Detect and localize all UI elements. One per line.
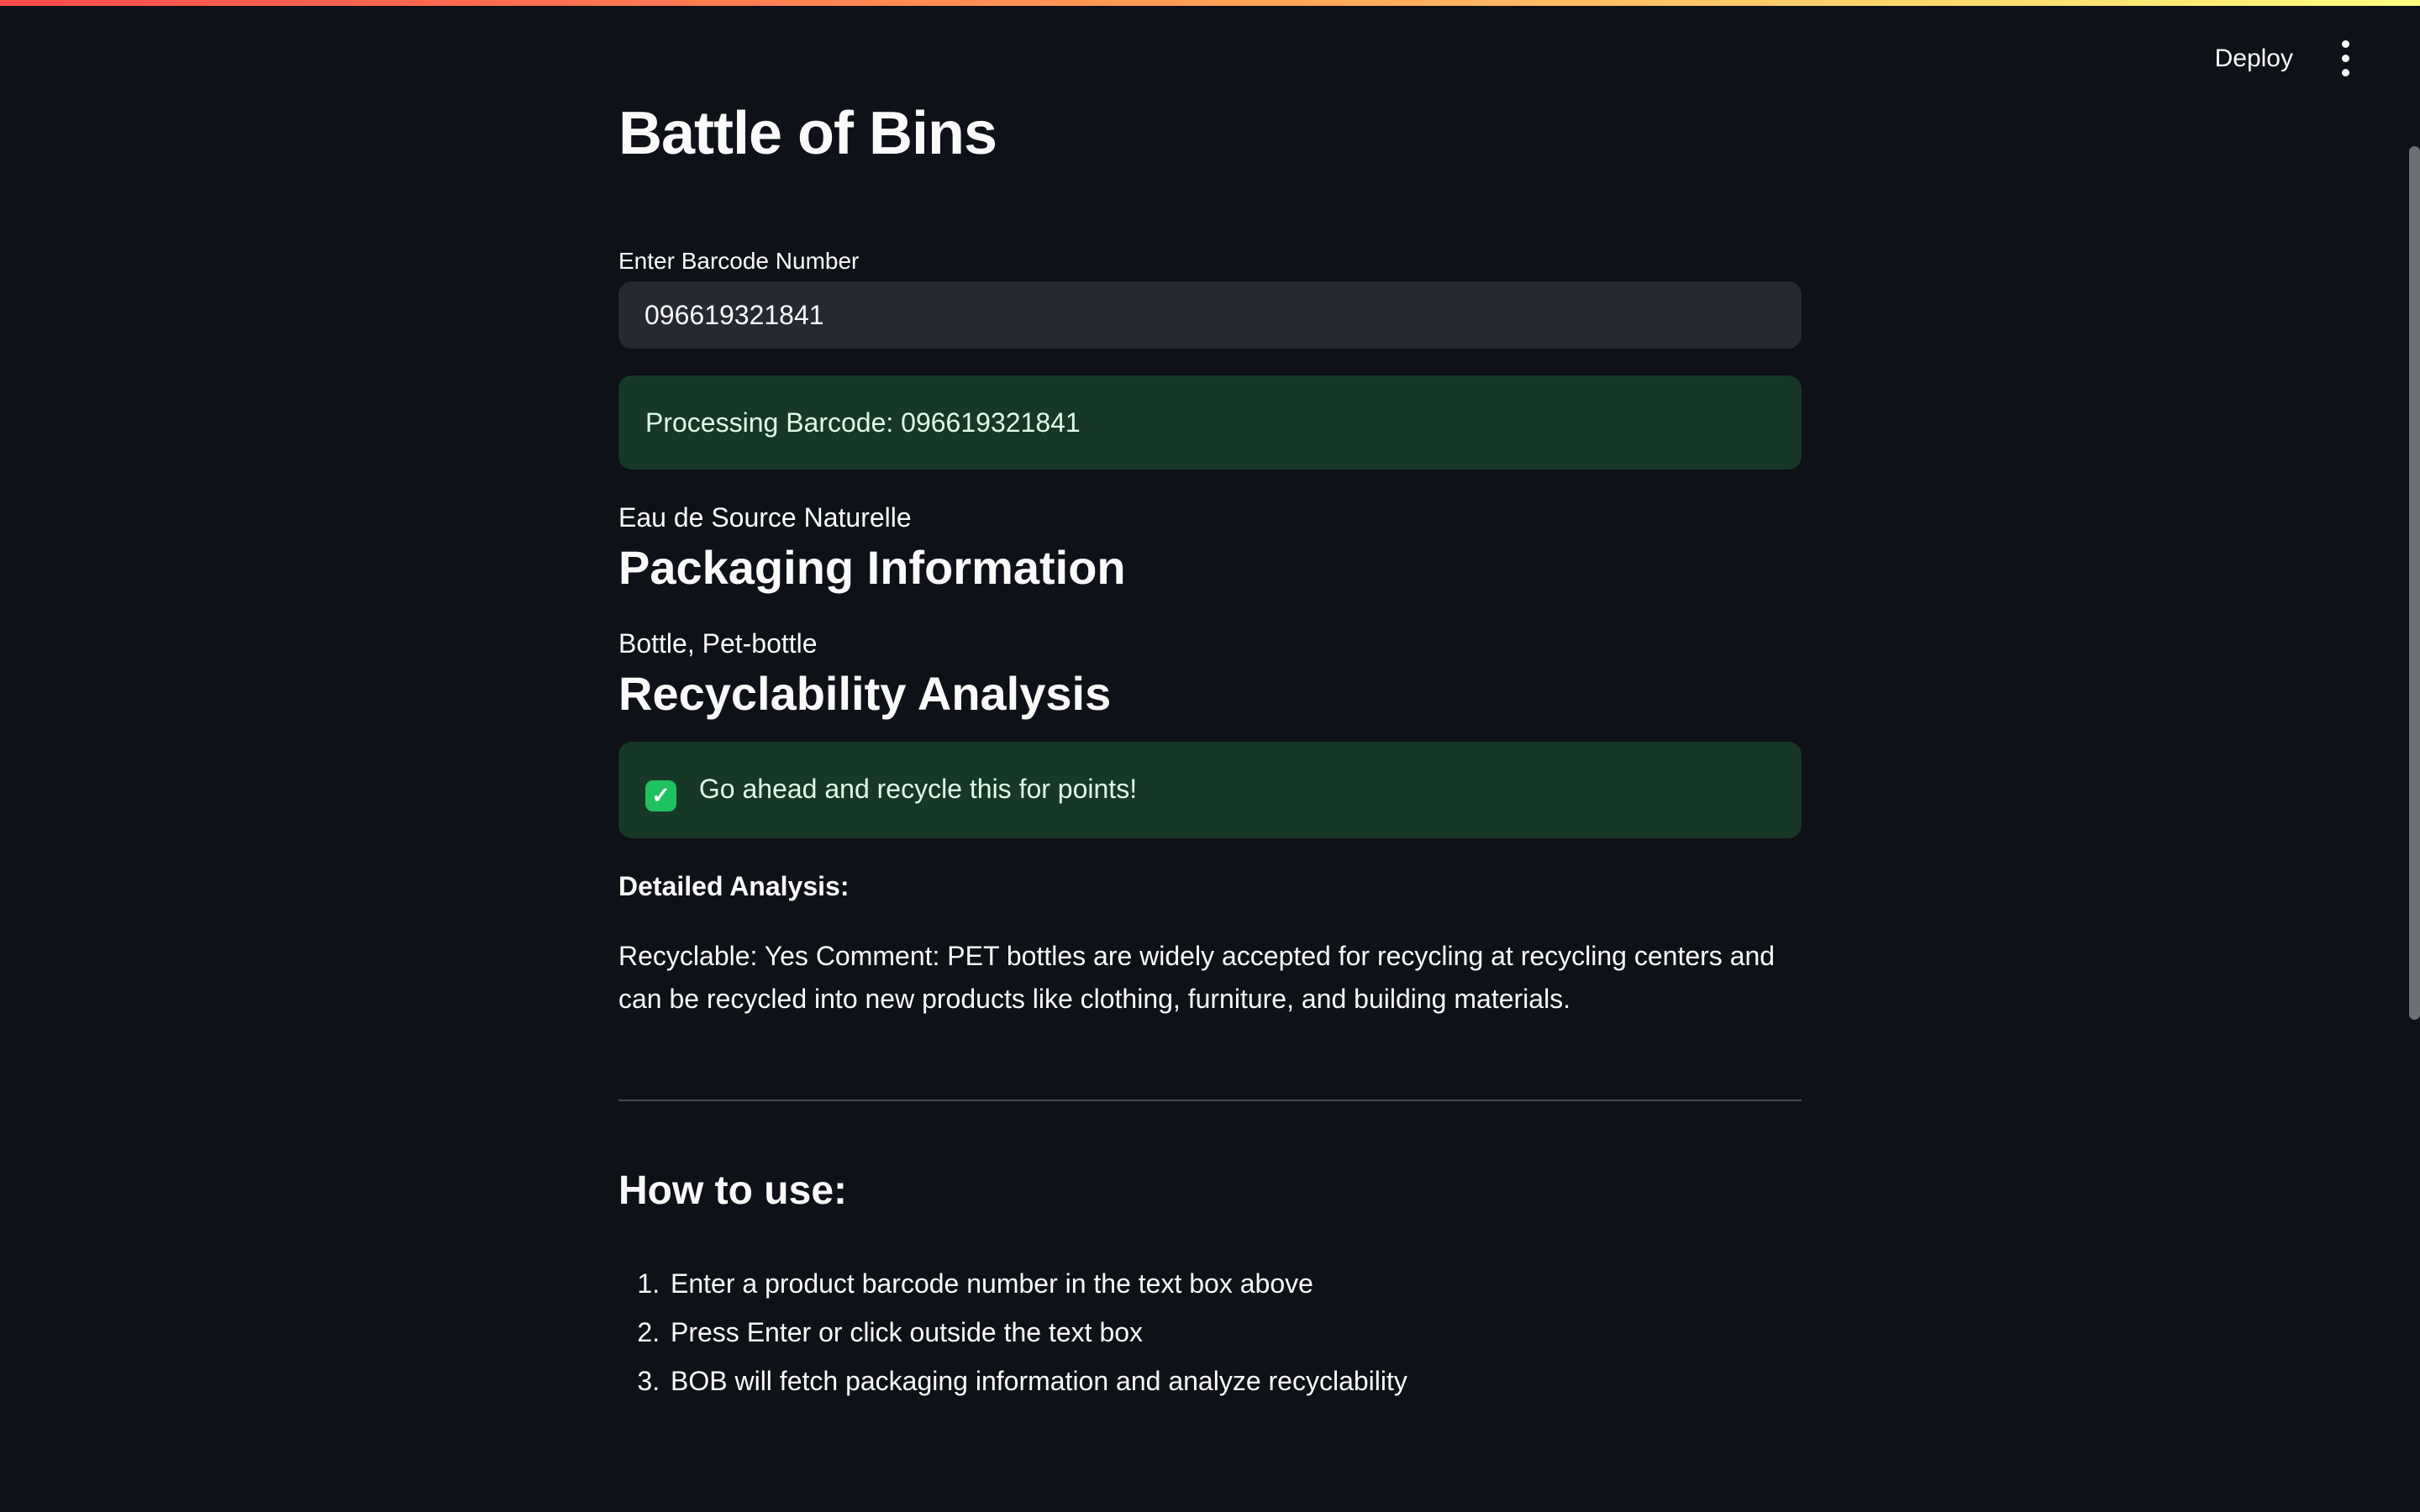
check-mark-emoji (645, 780, 676, 811)
deploy-button[interactable]: Deploy (2212, 38, 2296, 80)
processing-status-text: Processing Barcode: 096619321841 (645, 407, 1081, 438)
packaging-heading: Packaging Information (618, 541, 1126, 595)
rainbow-decoration-stripe (0, 0, 2420, 6)
how-to-use-heading: How to use: (618, 1168, 847, 1214)
how-to-use-list (618, 1263, 1802, 1403)
app-toolbar (2212, 34, 2358, 83)
packaging-value: Bottle, Pet-bottle (618, 628, 818, 659)
section-divider (618, 1100, 1802, 1101)
kebab-menu-icon[interactable] (2333, 34, 2358, 83)
barcode-input[interactable] (618, 281, 1802, 349)
barcode-input-label: Enter Barcode Number (618, 248, 860, 275)
recyclability-result-text: Go ahead and recycle this for points! (698, 774, 1138, 805)
page-title: Battle of Bins (618, 100, 997, 167)
processing-status-alert (618, 375, 1802, 470)
vertical-scrollbar-thumb[interactable] (2409, 146, 2420, 1020)
recyclability-result-alert (618, 742, 1802, 838)
list-item: 1. Enter a product barcode number in the text box above (667, 1263, 1802, 1305)
product-name: Eau de Source Naturelle (618, 502, 912, 533)
list-item: 2. Press Enter or click outside the text box (667, 1311, 1802, 1354)
recyclability-heading: Recyclability Analysis (618, 667, 1112, 721)
detailed-analysis-text: Recyclable: Yes Comment: PET bottles are widely accepted for recycling at recycling centers and can be recycled into new products like clothing, furniture, and building materials. (618, 941, 1776, 1015)
list-item: 3. BOB will fetch packaging information and analyze recyclability (667, 1360, 1802, 1403)
detailed-analysis-label: Detailed Analysis: (618, 871, 850, 902)
main-content (618, 0, 1802, 1403)
